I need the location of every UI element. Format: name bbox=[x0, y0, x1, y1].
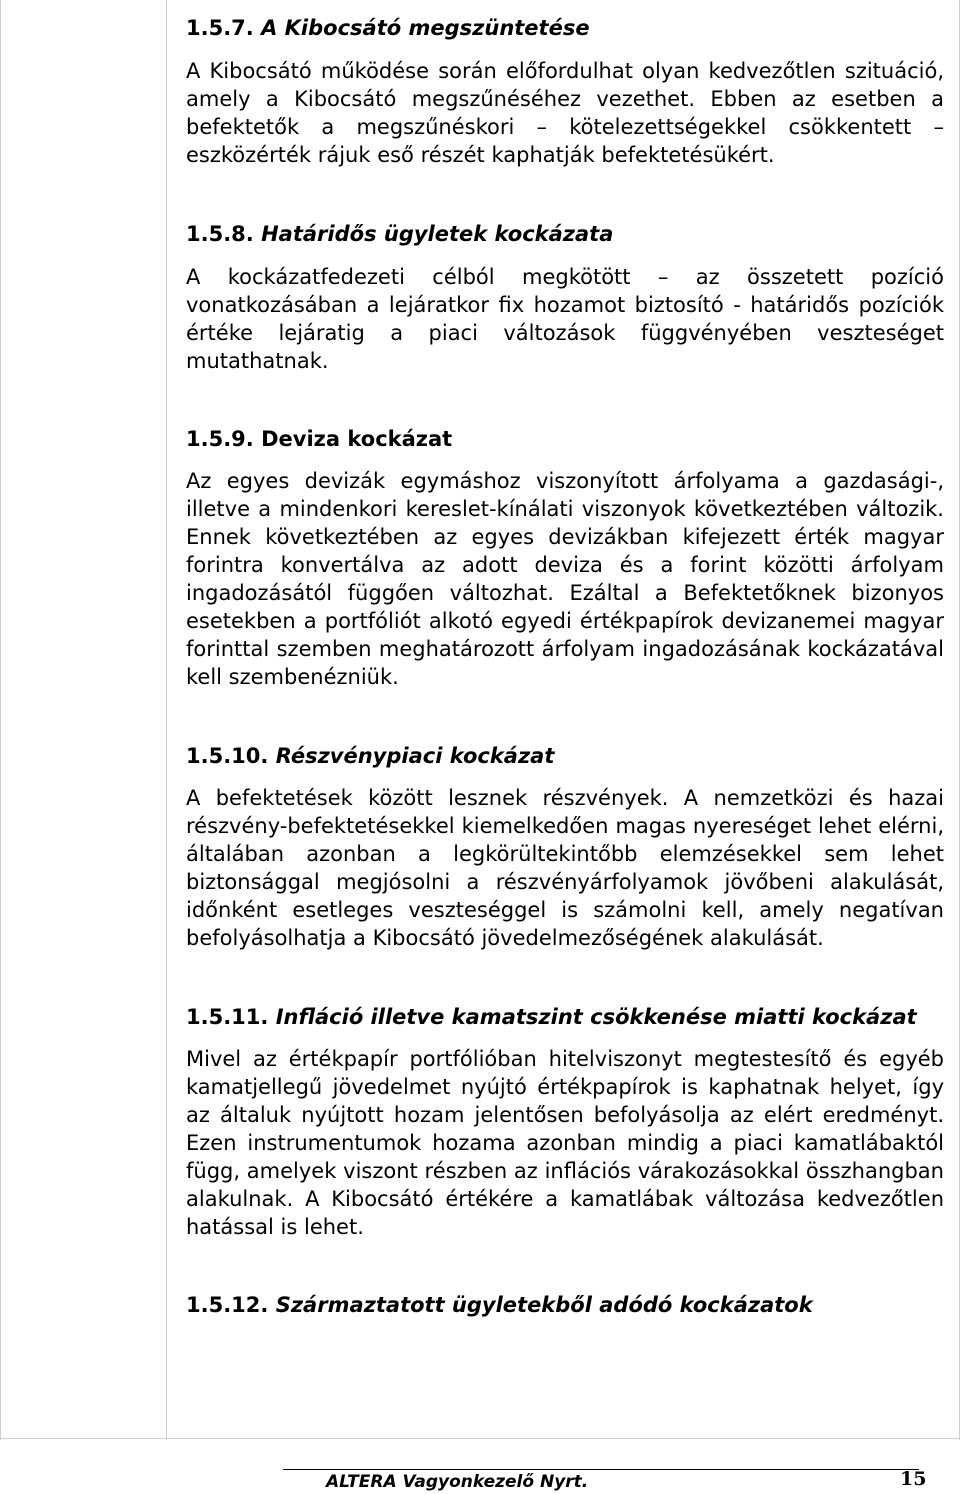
footer-rule bbox=[283, 1469, 919, 1470]
section-title: A Kibocsátó megszüntetése bbox=[261, 16, 590, 40]
section-heading-1-5-8 bbox=[186, 220, 944, 248]
left-margin-rule bbox=[166, 0, 167, 1440]
section-number: 1.5.8. bbox=[186, 222, 254, 246]
section-title: Határidős ügyletek kockázata bbox=[261, 222, 614, 246]
document-body bbox=[186, 14, 944, 1319]
section-number: 1.5.10. bbox=[186, 744, 269, 768]
page-bottom-rule bbox=[0, 1438, 960, 1439]
footer-company: ALTERA Vagyonkezelő Nyrt. bbox=[326, 1472, 589, 1492]
section-title: Infláció illetve kamatszint csökkenése miatti kockázat bbox=[275, 1005, 917, 1029]
section-paragraph-1-5-7: A Kibocsátó működése során előfordulhat olyan kedvezőtlen szituáció, amely a Kibocsátó megszűnéséhez vezethet. Ebben az esetben a befektetők a megszűnéskori – kötelezettségekkel csökkentett – eszközérték rájuk eső részét kaphatják befektetésükért. bbox=[186, 59, 944, 167]
section-title: Részvénypiaci kockázat bbox=[275, 744, 555, 768]
section-number: 1.5.11. bbox=[186, 1005, 269, 1029]
section-title: Deviza kockázat bbox=[261, 427, 453, 451]
section-heading-1-5-10 bbox=[186, 742, 944, 770]
section-title: Származtatott ügyletekből adódó kockázatok bbox=[275, 1293, 813, 1317]
section-heading-1-5-12 bbox=[186, 1291, 944, 1319]
section-number: 1.5.7. bbox=[186, 16, 254, 40]
section-heading-1-5-9 bbox=[186, 425, 944, 453]
footer-page-number: 15 bbox=[900, 1468, 927, 1490]
section-heading-1-5-11 bbox=[186, 1003, 944, 1031]
section-number: 1.5.9. bbox=[186, 427, 254, 451]
section-paragraph-1-5-8: A kockázatfedezeti célból megkötött – az összetett pozíció vonatkozásában a lejáratkor fix hozamot biztosító - határidős pozíciók értéke lejáratig a piaci változások függvényében veszteséget mutathatnak. bbox=[186, 265, 944, 373]
section-number: 1.5.12. bbox=[186, 1293, 269, 1317]
section-paragraph-1-5-9: Az egyes devizák egymáshoz viszonyított árfolyama a gazdasági-, illetve a mindenkori kereslet-kínálati viszonyok következtében változik. Ennek következtében az egyes devizákban kifejezett érték magyar forintra konvertálva az adott deviza és a forint közötti árfolyam ingadozásától függően változhat. Ezáltal a Befektetőknek bizonyos esetekben a portfóliót alkotó egyedi értékpapírok devizanemei magyar forinttal szemben meghatározott árfolyam ingadozásának kockázatával kell szembenézniük. bbox=[186, 469, 944, 689]
section-paragraph-1-5-10: A befektetések között lesznek részvények. A nemzetközi és hazai részvény-befektetésekkel kiemelkedően magas nyereséget lehet elérni, általában azonban a legkörültekintőbb elemzésekkel sem lehet biztonsággal megjósolni a részvényárfolyamok jövőbeni alakulását, időnként esetleges veszteséggel is számolni kell, amely negatívan befolyásolhatja a Kibocsátó jövedelmezőségének alakulását. bbox=[186, 786, 944, 950]
section-paragraph-1-5-11: Mivel az értékpapír portfólióban hitelviszonyt megtestesítő és egyéb kamatjellegű jövedelmet nyújtó értékpapírok is kaphatnak helyet, így az általuk nyújtott hozam jelentősen befolyásolja az elért eredményt. Ezen instrumentumok hozama azonban mindig a piaci kamatlábaktól függ, amelyek viszont részben az inflációs várakozásokkal összhangban alakulnak. A Kibocsátó értékére a kamatlábak változása kedvezőtlen hatással is lehet. bbox=[186, 1047, 944, 1239]
section-heading-1-5-7 bbox=[186, 14, 944, 42]
